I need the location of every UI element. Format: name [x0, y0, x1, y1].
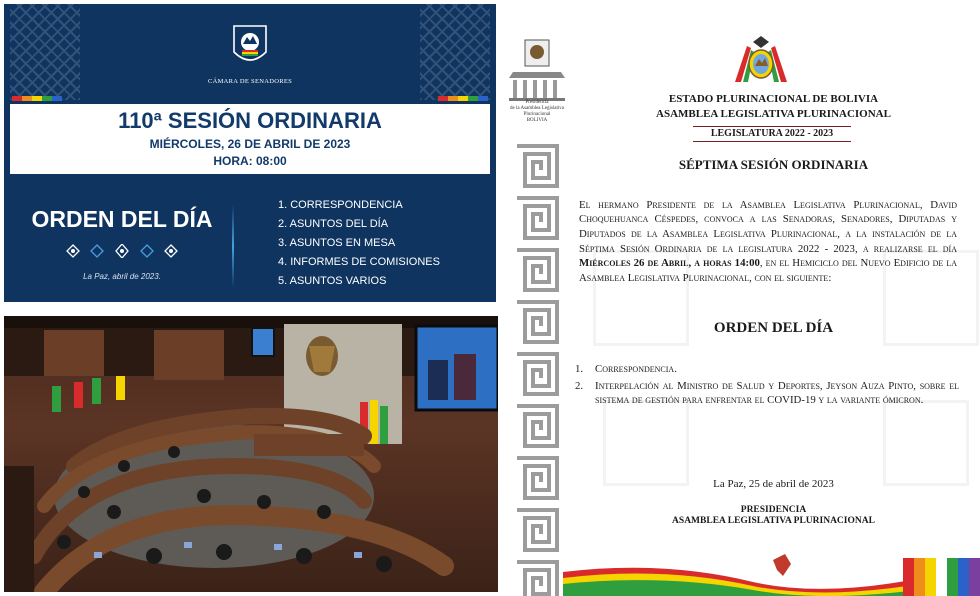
legislatura-label: LEGISLATURA 2022 - 2023	[693, 126, 851, 142]
session-title: SÉPTIMA SESIÓN ORDINARIA	[678, 157, 869, 172]
senate-crest-icon	[230, 22, 270, 70]
session-hall-photo-icon	[4, 316, 498, 592]
watermark-pattern	[883, 400, 969, 486]
agenda-item: 3. ASUNTOS EN MESA	[278, 237, 396, 249]
wiphala-stripe	[12, 96, 62, 101]
hemicycle-photo	[4, 316, 498, 592]
watermark-pattern	[603, 400, 689, 486]
diamond-ornament-icon	[66, 244, 178, 258]
presidency-logo-caption	[503, 100, 571, 124]
agenda-item: 2. ASUNTOS DEL DÍA	[278, 218, 389, 230]
caption-line: de la Asamblea Legislativa Plurinacional	[509, 106, 564, 117]
agenda-heading: ORDEN DEL DÍA	[31, 206, 213, 232]
header-line: ESTADO PLURINACIONAL DE BOLIVIA	[668, 93, 879, 105]
wiphala-stripe	[438, 96, 488, 101]
agenda-list	[278, 196, 440, 291]
signature-line: PRESIDENCIA	[740, 505, 807, 515]
place-date: La Paz, abril de 2023.	[83, 272, 161, 281]
caption-line: Presidencia	[525, 100, 549, 105]
agenda-text: Correspondencia.	[595, 363, 677, 375]
agenda-item: 4. INFORMES DE COMISIONES	[278, 256, 440, 268]
place-date: La Paz, 25 de abril de 2023	[713, 478, 834, 490]
divider	[232, 204, 234, 288]
session-date: MIÉRCOLES, 26 DE ABRIL DE 2023	[149, 137, 351, 151]
agenda-item	[575, 362, 959, 377]
session-title: 110ª SESIÓN ORDINARIA	[118, 108, 382, 133]
agenda-number: 2.	[575, 379, 584, 392]
agenda-list	[575, 362, 959, 410]
signature-line: ASAMBLEA LEGISLATIVA PLURINACIONAL	[672, 516, 875, 526]
convocation-paragraph	[579, 198, 957, 286]
agenda-text: Interpelación al Ministro de Salud y Deportes, Jeyson Auza Pinto, sobre el sistema de gestión para enfrentar el COVID-19 y la variante ómicron.	[595, 379, 959, 407]
document-header	[567, 92, 980, 122]
bolivia-coat-of-arms-icon	[733, 32, 789, 88]
session-time: HORA: 08:00	[213, 154, 287, 168]
signature-block	[567, 505, 980, 527]
agenda-item	[575, 379, 959, 408]
session-date-time: Miércoles 26 de Abril, a horas 14:00	[579, 257, 760, 270]
caption-line: BOLIVIA	[526, 118, 548, 123]
chamber-name: CÁMARA DE SENADORES	[207, 78, 293, 85]
agenda-heading: ORDEN DEL DÍA	[713, 320, 834, 336]
decorative-pattern	[10, 4, 80, 100]
greek-fret-border-icon	[511, 140, 563, 596]
paragraph-text: , en el Hemiciclo del Nuevo Edificio de la Asamblea Legislativa Plurinacional, con el siguiente:	[579, 257, 958, 284]
official-convocation-document	[503, 0, 980, 596]
wiphala-wave-footer-icon	[563, 552, 980, 596]
agenda-item: 1. CORRESPONDENCIA	[278, 199, 403, 211]
senate-session-card	[4, 4, 496, 302]
paragraph-text: El hermano Presidente de la Asamblea Legislativa Plurinacional, David Choquehuanca Céspedes, convoca a las Senadoras, Senadores, Diputadas y Diputados de la Asamblea Legislativa Plurinacional, a la instalación de la Séptima Sesión Ordinaria de la legislatura 2022 - 2023, a realizarse el día	[579, 198, 957, 255]
decorative-pattern	[420, 4, 490, 100]
agenda-number: 1.	[575, 363, 584, 375]
header-line: ASAMBLEA LEGISLATIVA PLURINACIONAL	[656, 108, 891, 120]
agenda-item: 5. ASUNTOS VARIOS	[278, 275, 387, 287]
